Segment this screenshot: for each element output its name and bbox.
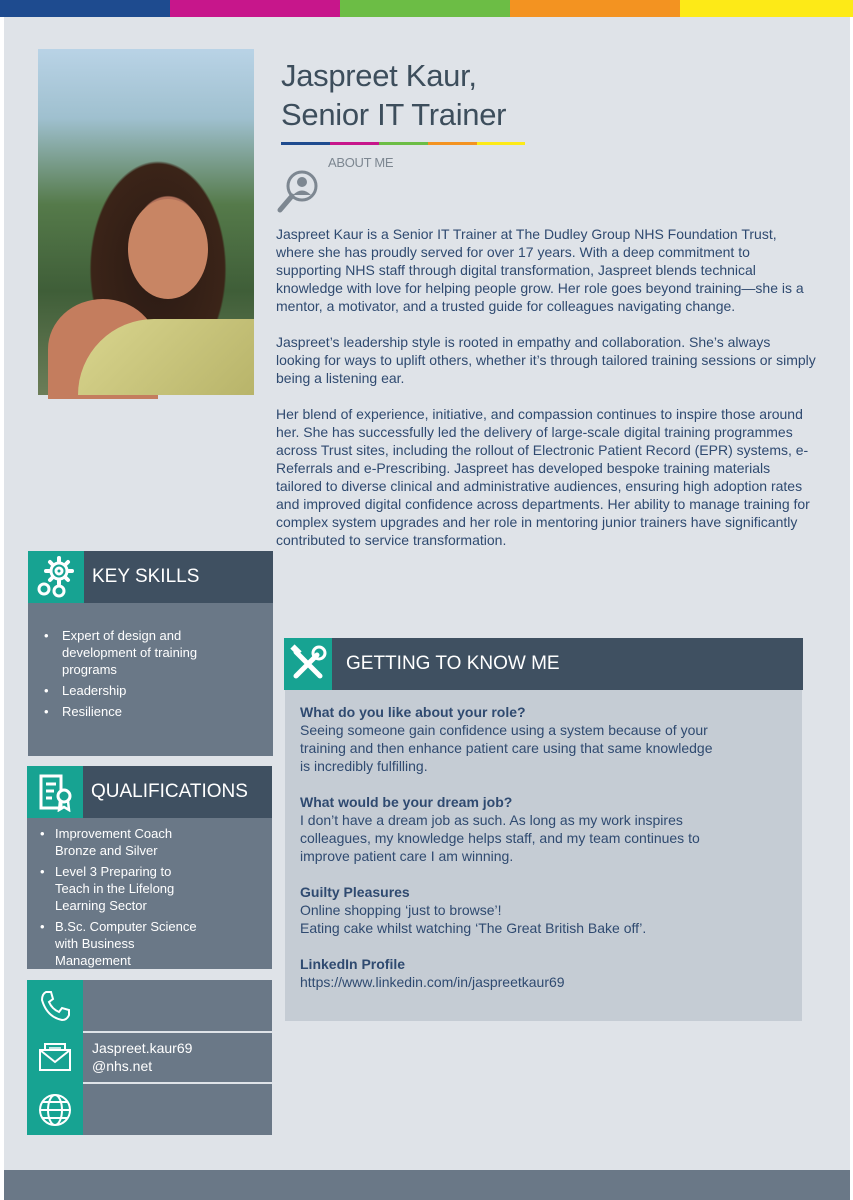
color-stripe-yellow bbox=[680, 0, 853, 17]
profile-photo bbox=[38, 49, 254, 395]
linkedin-link[interactable]: https://www.linkedin.com/in/jaspreetkaur69 bbox=[300, 974, 565, 990]
color-stripe-green bbox=[340, 0, 510, 17]
getting-to-know-title: GETTING TO KNOW ME bbox=[332, 638, 803, 690]
about-paragraph: Jaspreet Kaur is a Senior IT Trainer at The Dudley Group NHS Foundation Trust, where she has proudly served for over 17 years. With a deep commitment to supporting NHS staff through digital transformation, Jaspreet blends technical knowledge with love for helping people grow. Her role goes beyond training—she is a mentor, a motivator, and a trusted guide for colleagues navigating change. bbox=[276, 226, 804, 314]
key-skills-title: KEY SKILLS bbox=[84, 551, 273, 603]
list-item: • Improvement Coach Bronze and Silver bbox=[27, 825, 272, 859]
qa-item bbox=[300, 883, 760, 937]
gears-icon bbox=[28, 551, 84, 603]
list-item: • B.Sc. Computer Science with Business Management bbox=[27, 918, 272, 969]
about-paragraph: Jaspreet’s leadership style is rooted in empathy and collaboration. She’s always looking for ways to uplift others, whether it’s through tailored training sessions or simply being a listening ear. bbox=[276, 334, 816, 386]
about-me-text bbox=[276, 225, 816, 567]
qualifications-title: QUALIFICATIONS bbox=[83, 766, 272, 818]
globe-icon[interactable] bbox=[37, 1092, 73, 1128]
tools-icon bbox=[284, 638, 332, 690]
list-item: • Expert of design and development of training programs bbox=[28, 627, 273, 678]
title-underline bbox=[281, 142, 525, 145]
qa-question: What do you like about your role? bbox=[300, 704, 526, 720]
color-stripe-magenta bbox=[170, 0, 340, 17]
qa-question: What would be your dream job? bbox=[300, 794, 513, 810]
list-item: • Level 3 Preparing to Teach in the Lifelong Learning Sector bbox=[27, 863, 272, 914]
about-paragraph: Her blend of experience, initiative, and compassion continues to inspire those around her. She has successfully led the delivery of large-scale digital training programmes across Trust sites, including the rollout of Electronic Patient Record (EPR) systems, e-Referrals and e-Prescribing. Jaspreet has developed bespoke training materials tailored to diverse clinical and administrative audiences, ensuring high adoption rates and improved digital confidence across departments. Her ability to manage training for complex system upgrades and her role in mentoring junior trainers have significantly contributed to service transformation. bbox=[276, 406, 810, 548]
qa-answer: Seeing someone gain confidence using a system because of your training and then enhance patient care using that same knowledge is incredibly fulfilling. bbox=[300, 722, 713, 774]
certificate-icon bbox=[27, 766, 83, 818]
page-title: Jaspreet Kaur, Senior IT Trainer bbox=[281, 58, 507, 132]
list-item: • Leadership bbox=[28, 682, 273, 699]
footer-bar bbox=[4, 1170, 850, 1200]
color-stripe-blue bbox=[0, 0, 170, 17]
list-item: • Resilience bbox=[28, 703, 273, 720]
email-address[interactable]: Jaspreet.kaur69 @nhs.net bbox=[92, 1040, 193, 1074]
qa-item bbox=[300, 703, 760, 775]
person-search-icon bbox=[276, 168, 322, 214]
about-me-label: ABOUT ME bbox=[328, 155, 394, 170]
qa-answer: Online shopping ‘just to browse’! Eating cake whilst watching ‘The Great British Bake off’. bbox=[300, 902, 647, 936]
qualifications-panel bbox=[27, 818, 272, 969]
qa-question: LinkedIn Profile bbox=[300, 956, 406, 972]
phone-icon[interactable] bbox=[37, 988, 73, 1024]
envelope-icon[interactable] bbox=[37, 1040, 73, 1076]
qa-question: Guilty Pleasures bbox=[300, 884, 410, 900]
key-skills-panel bbox=[28, 603, 273, 756]
qa-item bbox=[300, 793, 760, 865]
qa-item bbox=[300, 955, 760, 991]
getting-to-know-header bbox=[284, 638, 803, 690]
qualifications-header bbox=[27, 766, 272, 818]
qa-answer: I don’t have a dream job as such. As long as my work inspires colleagues, my knowledge helps staff, and my team continues to improve patient care I am winning. bbox=[300, 812, 700, 864]
key-skills-header bbox=[28, 551, 273, 603]
color-stripe-orange bbox=[510, 0, 680, 17]
